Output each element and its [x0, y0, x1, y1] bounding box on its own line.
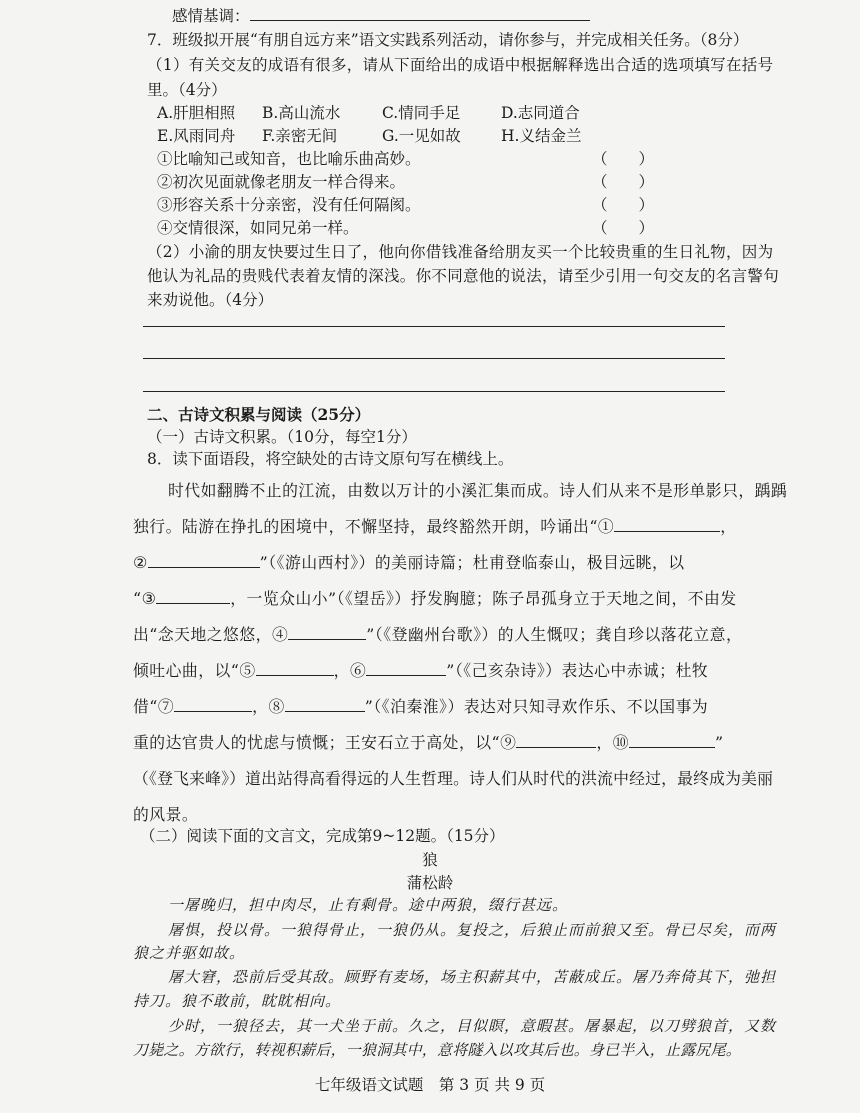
passage-text: 独行。陆游在挣扎的困境中，不懈坚持，最终豁然开朗，吟诵出“① — [133, 517, 615, 536]
answer-paren[interactable]: （ ） — [592, 219, 655, 237]
passage-text: 重的达官贵人的忧虑与愤慨；王安石立于高处，以“⑨ — [133, 733, 517, 752]
passage-text: ，⑩ — [596, 733, 630, 752]
answer-paren[interactable]: （ ） — [592, 150, 655, 168]
blank-8[interactable] — [285, 695, 365, 712]
blank-2[interactable] — [148, 551, 260, 568]
idiom-option: D.志同道合 — [501, 104, 580, 122]
emotion-tone-label — [172, 4, 590, 26]
passage-text: 倾吐心曲，以“⑤ — [133, 661, 256, 680]
passage-text: ” — [715, 733, 724, 752]
passage-text: ”（《泊秦淮》）表达对只知寻欢作乐、不以国事为 — [364, 697, 709, 716]
blank-6[interactable] — [366, 659, 446, 676]
passage-line — [133, 514, 737, 537]
answer-line[interactable] — [143, 391, 725, 392]
classical-title: 狼 — [422, 851, 438, 869]
idiom-definition: ④交情很深，如同兄弟一样。 — [157, 219, 359, 237]
q7-sub2-line3: 来劝说他。（4分） — [147, 291, 274, 309]
blank-4[interactable] — [288, 623, 366, 640]
classical-text: 屠惧，投以骨。一狼得骨止，一狼仍从。复投之，后狼止而前狼又至。骨已尽矣，而两 — [168, 921, 777, 939]
idiom-option: E.风雨同舟 — [157, 127, 236, 145]
blank-3[interactable] — [156, 587, 230, 604]
classical-text: 刀毙之。方欲行，转视积薪后，一狼洞其中，意将隧入以攻其后也。身已半入，止露尻尾。 — [133, 1041, 742, 1059]
classical-text: 屠大窘，恐前后受其敌。顾野有麦场，场主积薪其中，苫蔽成丘。屠乃奔倚其下，弛担 — [168, 968, 777, 986]
answer-line[interactable] — [143, 358, 725, 359]
passage-text: ② — [133, 553, 148, 572]
blank-1[interactable] — [614, 515, 720, 532]
answer-paren[interactable]: （ ） — [592, 173, 655, 191]
passage-line — [133, 730, 724, 753]
idiom-option: G.一见如故 — [382, 127, 461, 145]
idiom-definition: ③形容关系十分亲密，没有任何隔阂。 — [157, 196, 421, 214]
q7-sub2-line2: 他认为礼品的贵贱代表着友情的深浅。你不同意他的说法，请至少引用一句交友的名言警句 — [147, 267, 780, 285]
classical-author: 蒲松龄 — [406, 874, 454, 892]
passage-text: ，一览众山小”（《望岳》）抒发胸臆；陈子昂孤身立于天地之间，不由发 — [230, 589, 737, 608]
passage-text: ”（《游山西村》）的美丽诗篇；杜甫登临泰山，极目远眺，以 — [259, 553, 685, 572]
q7-sub1-line2: 里。（4分） — [147, 81, 227, 99]
idiom-definition: ②初次见面就像老朋友一样合得来。 — [157, 173, 406, 191]
passage-line — [133, 622, 742, 645]
answer-blank[interactable] — [250, 4, 590, 21]
section2-title: 二、古诗文积累与阅读（25分） — [147, 405, 371, 424]
classical-text: 狼之并驱如故。 — [133, 944, 246, 962]
classical-text: 持刀。狼不敢前，眈眈相向。 — [133, 992, 342, 1010]
passage-line: （《登飞来峰》）道出站得高看得远的人生哲理。诗人们从时代的洪流中经过，最终成为美丽 — [133, 769, 774, 788]
q7-sub1-line1: （1）有关交友的成语有很多，请从下面给出的成语中根据解释选出合适的选项填写在括号 — [147, 56, 774, 74]
q7-sub2-line1: （2）小渝的朋友快要过生日了，他向你借钱准备给朋友买一个比较贵重的生日礼物，因为 — [147, 243, 774, 261]
emotion-tone-text: 感情基调： — [172, 7, 250, 25]
blank-9[interactable] — [516, 731, 596, 748]
idiom-option: C.情同手足 — [382, 104, 461, 122]
idiom-definition: ①比喻知己或知音，也比喻乐曲高妙。 — [157, 150, 421, 168]
q8-instruction: 8．读下面语段，将空缺处的古诗文原句写在横线上。 — [147, 450, 514, 468]
passage-line — [133, 586, 737, 609]
passage-line — [133, 694, 708, 717]
blank-5[interactable] — [256, 659, 334, 676]
idiom-option: A.肝胆相照 — [157, 104, 236, 122]
blank-7[interactable] — [174, 695, 252, 712]
passage-text: ”（《己亥杂诗》）表达心中赤诚；杜牧 — [446, 661, 709, 680]
passage-line: 时代如翻腾不止的江流，由数以万计的小溪汇集而成。诗人们从来不是形单影只，踽踽 — [168, 481, 788, 500]
classical-text: 一屠晚归，担中肉尽，止有剩骨。途中两狼，缀行甚远。 — [168, 896, 569, 914]
page-footer: 七年级语文试题 第 3 页 共 9 页 — [314, 1076, 546, 1094]
section2-part2: （二）阅读下面的文言文，完成第9~12题。（15分） — [140, 827, 505, 845]
passage-text: ”（《登幽州台歌》）的人生慨叹；龚自珍以落花立意， — [366, 625, 743, 644]
section2-part1: （一）古诗文积累。（10分，每空1分） — [147, 428, 417, 446]
q7-title: 7．班级拟开展“有朋自远方来”语文实践系列活动，请你参与，并完成相关任务。（8分） — [147, 31, 749, 49]
idiom-option: F.亲密无间 — [262, 127, 338, 145]
idiom-option: H.义结金兰 — [501, 127, 582, 145]
passage-text: ，⑧ — [252, 697, 285, 716]
classical-text: 少时，一狼径去，其一犬坐于前。久之，目似瞑，意暇甚。屠暴起，以刀劈狼首，又数 — [168, 1017, 777, 1035]
passage-text: “③ — [133, 589, 157, 608]
answer-paren[interactable]: （ ） — [592, 196, 655, 214]
passage-line — [133, 658, 708, 681]
idiom-option: B.高山流水 — [262, 104, 341, 122]
answer-line[interactable] — [143, 326, 725, 327]
passage-text: 借“⑦ — [133, 697, 175, 716]
passage-text: ，⑥ — [333, 661, 367, 680]
passage-text: ， — [720, 517, 737, 536]
passage-line — [133, 550, 685, 573]
passage-text: 出“念天地之悠悠，④ — [133, 625, 289, 644]
passage-line: 的风景。 — [133, 805, 199, 824]
blank-10[interactable] — [629, 731, 715, 748]
